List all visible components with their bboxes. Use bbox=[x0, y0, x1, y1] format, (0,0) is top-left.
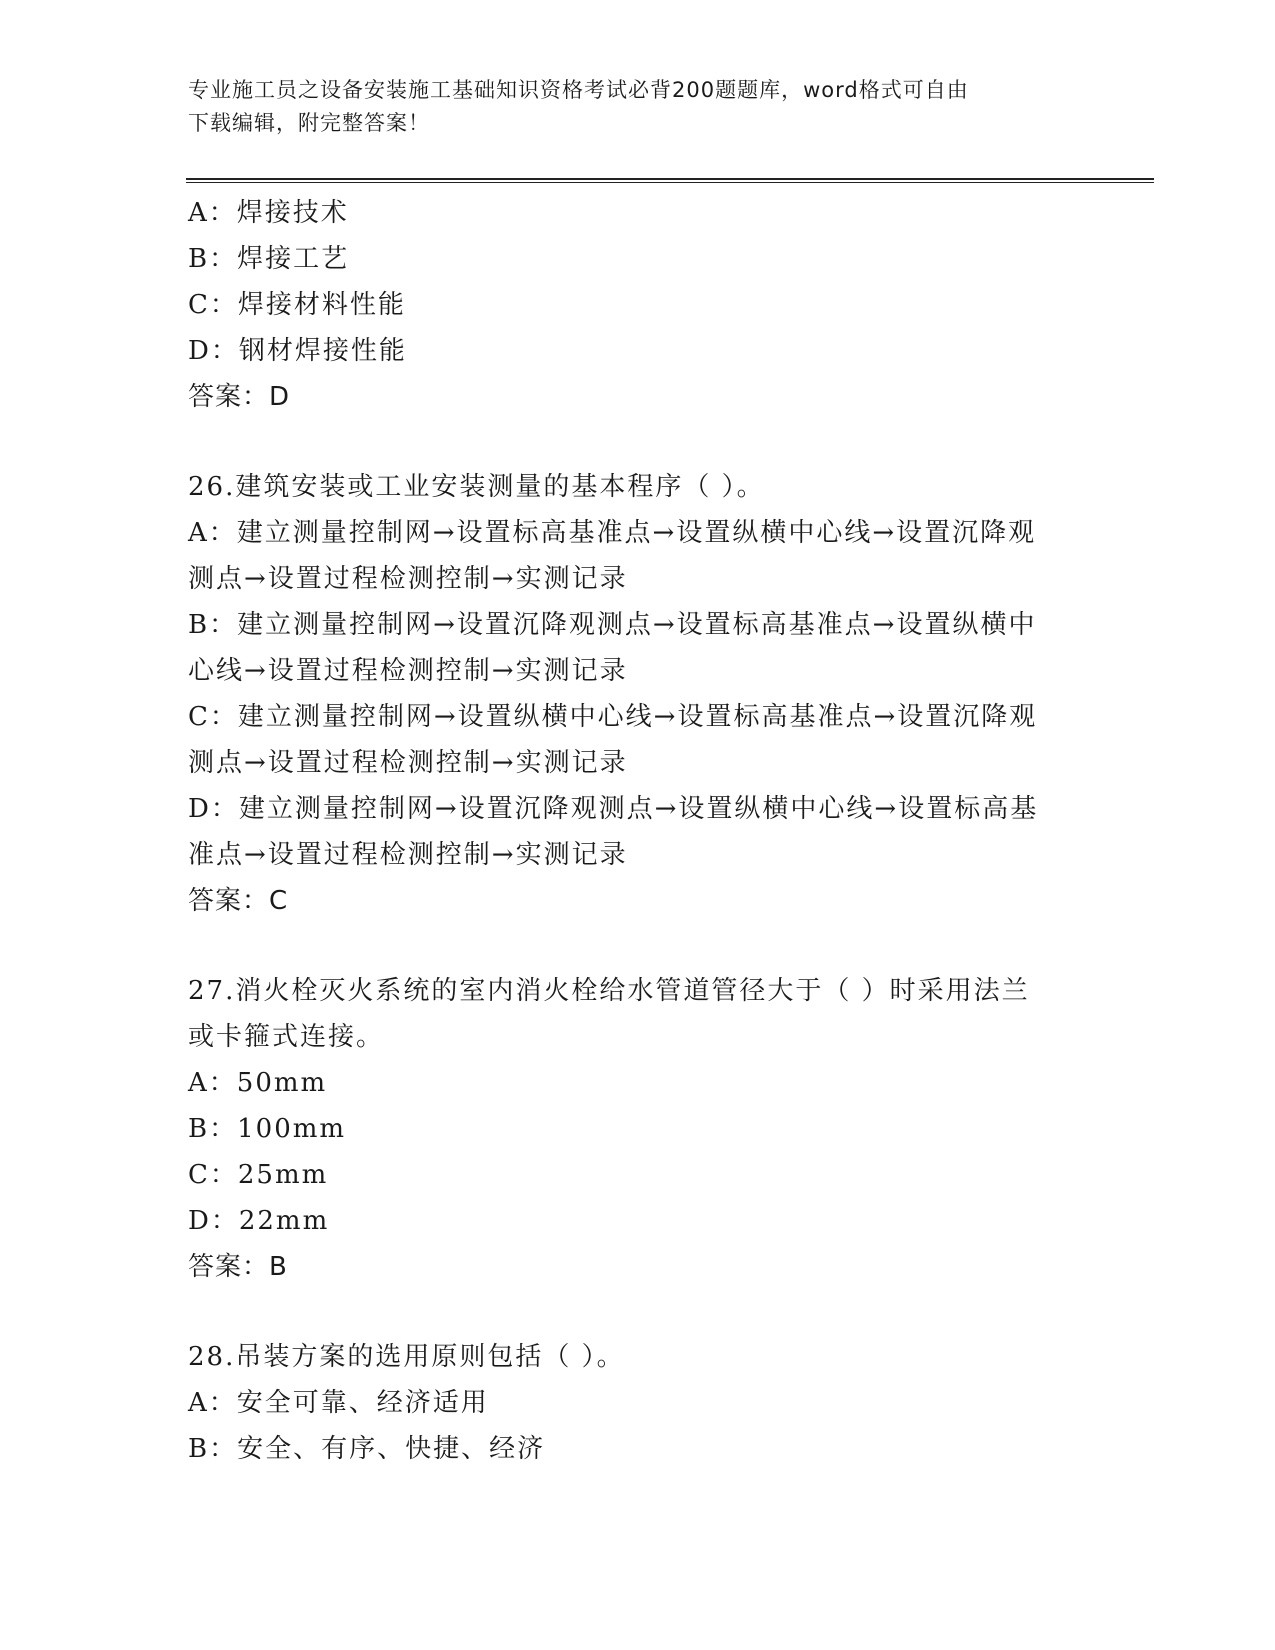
question-27 bbox=[188, 968, 1088, 1290]
q25-option-a: A：焊接技术 bbox=[188, 198, 349, 228]
q26-option-b-line-2: 心线→设置过程检测控制→实测记录 bbox=[188, 656, 628, 686]
header-line-1: 专业施工员之设备安装施工基础知识资格考试必背200题题库，word格式可自由 bbox=[188, 78, 969, 102]
question-25 bbox=[188, 190, 1088, 420]
question-26 bbox=[188, 464, 1088, 924]
q25-option-c: C：焊接材料性能 bbox=[188, 290, 406, 320]
question-28 bbox=[188, 1334, 1088, 1472]
q26-option-d-line-1: D：建立测量控制网→设置沉降观测点→设置纵横中心线→设置标高基 bbox=[188, 794, 1039, 824]
q27-option-c: C：25mm bbox=[188, 1160, 329, 1190]
q25-answer: 答案：D bbox=[188, 382, 291, 412]
spacer bbox=[188, 1290, 1088, 1334]
question-content bbox=[188, 190, 1088, 1472]
spacer bbox=[188, 924, 1088, 968]
q27-answer: 答案：B bbox=[188, 1252, 288, 1282]
q25-option-b: B：焊接工艺 bbox=[188, 244, 350, 274]
spacer bbox=[188, 420, 1088, 464]
q27-option-b: B：100mm bbox=[188, 1114, 347, 1144]
document-header bbox=[188, 74, 1068, 140]
q26-option-b-line-1: B：建立测量控制网→设置沉降观测点→设置标高基准点→设置纵横中 bbox=[188, 610, 1037, 640]
q26-option-c-line-2: 测点→设置过程检测控制→实测记录 bbox=[188, 748, 628, 778]
q26-option-a-line-1: A：建立测量控制网→设置标高基准点→设置纵横中心线→设置沉降观 bbox=[188, 518, 1037, 548]
q25-option-d: D：钢材焊接性能 bbox=[188, 336, 407, 366]
q26-option-c-line-1: C：建立测量控制网→设置纵横中心线→设置标高基准点→设置沉降观 bbox=[188, 702, 1038, 732]
q28-option-b: B：安全、有序、快捷、经济 bbox=[188, 1434, 546, 1464]
header-divider bbox=[186, 178, 1154, 183]
q27-option-d: D：22mm bbox=[188, 1206, 330, 1236]
q27-question-line-1: 27.消火栓灭火系统的室内消火栓给水管道管径大于（ ）时采用法兰 bbox=[188, 976, 1030, 1006]
q27-question-line-2: 或卡箍式连接。 bbox=[188, 1022, 385, 1052]
q26-option-a-line-2: 测点→设置过程检测控制→实测记录 bbox=[188, 564, 628, 594]
q28-question: 28.吊装方案的选用原则包括（ ）。 bbox=[188, 1342, 625, 1372]
q26-question: 26.建筑安装或工业安装测量的基本程序（ ）。 bbox=[188, 472, 765, 502]
q26-answer: 答案：C bbox=[188, 886, 289, 916]
header-line-2: 下载编辑，附完整答案！ bbox=[188, 111, 430, 135]
q27-option-a: A：50mm bbox=[188, 1068, 328, 1098]
q26-option-d-line-2: 准点→设置过程检测控制→实测记录 bbox=[188, 840, 628, 870]
q28-option-a: A：安全可靠、经济适用 bbox=[188, 1388, 489, 1418]
